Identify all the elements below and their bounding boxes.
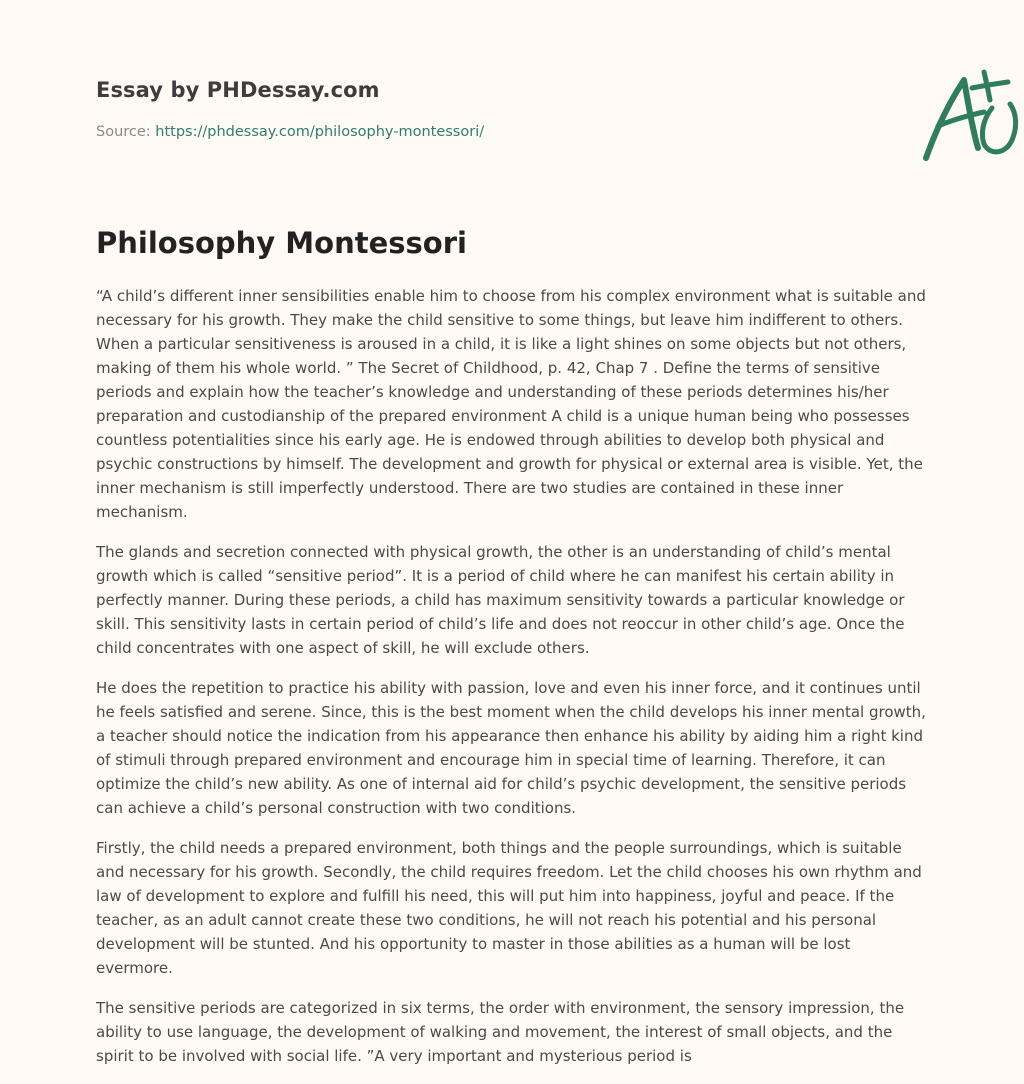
source-link[interactable]: https://phdessay.com/philosophy-montessori/	[155, 124, 485, 140]
essay-paragraph: The glands and secretion connected with physical growth, the other is an understanding of child’s mental growth which is called “sensitive period”. It is a period of child where he can manifest his certain ability in perfectly manner. During these periods, a child has maximum sensitivity towards a particular knowledge or skill. This sensitivity lasts in certain period of child’s life and does not reoccur in other child’s age. Once the child concentrates with one aspect of skill, he will exclude others.	[96, 543, 905, 657]
source-line	[96, 124, 484, 140]
essay-paragraph: He does the repetition to practice his ability with passion, love and even his inner force, and it continues until he feels satisfied and serene. Since, this is the best moment when the child develops his inner mental growth, a teacher should notice the indication from his appearance then enhance his ability by aiding him a right kind of stimuli through prepared environment and encourage him in special time of learning. Therefore, it can optimize the child’s new ability. As one of internal aid for child’s psychic development, the sensitive periods can achieve a child’s personal construction with two conditions.	[96, 679, 926, 817]
essay-paragraph: Firstly, the child needs a prepared environment, both things and the people surroundings, which is suitable and necessary for his growth. Secondly, the child requires freedom. Let the child chooses his own rhythm and law of development to explore and fulfill his need, this will put him into happiness, joyful and peace. If the teacher, as an adult cannot create these two conditions, he will not reach his potential and his personal development will be stunted. And his opportunity to master in those abilities as a human will be lost evermore.	[96, 839, 922, 977]
essay-paragraph: “A child’s different inner sensibilities enable him to choose from his complex environment what is suitable and necessary for his growth. They make the child sensitive to some things, but leave him indifferent to others. When a particular sensitiveness is aroused in a child, it is like a light shines on some objects but not others, making of them his whole world. ” The Secret of Childhood, p. 42, Chap 7 . Define the terms of sensitive periods and explain how the teacher’s knowledge and understanding of these periods determines his/her preparation and custodianship of the prepared environment A child is a unique human being who possesses countless potentialities since his early age. He is endowed through abilities to develop both physical and psychic constructions by himself. The development and growth for physical or external area is visible. Yet, the inner mechanism is still imperfectly understood. There are two studies are contained in these inner mechanism.	[96, 287, 926, 521]
source-label: Source:	[96, 124, 156, 140]
essay-title: Philosophy Montessori	[96, 226, 467, 260]
essay-paragraph: The sensitive periods are categorized in six terms, the order with environment, the sensory impression, the ability to use language, the development of walking and movement, the interest of small objects, and the spirit to be involved with social life. ”A very important and mysterious period is	[96, 999, 905, 1065]
essay-body	[96, 284, 928, 1084]
site-title: Essay by PHDessay.com	[96, 78, 380, 102]
a-plus-grade-icon	[922, 68, 1022, 164]
